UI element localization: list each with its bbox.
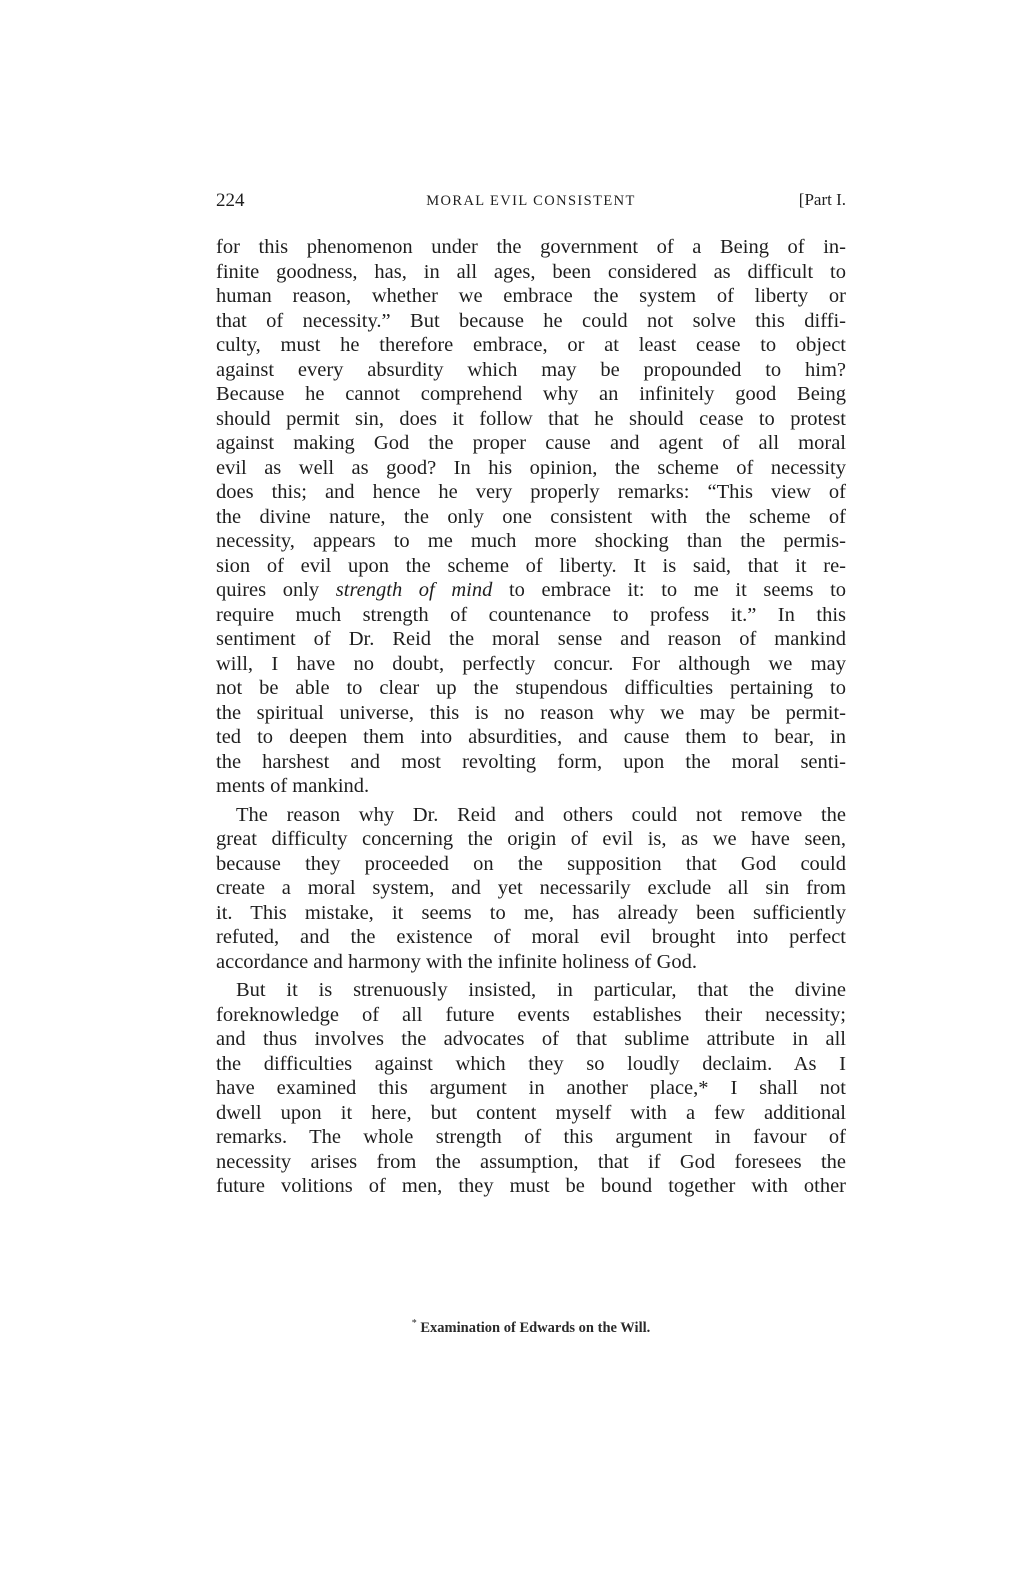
paragraph-3 [216, 978, 846, 1199]
text-line: ted to deepen them into absurdities, and cause them to bear, in [216, 726, 846, 748]
body-text [216, 235, 846, 1199]
text-line: the harshest and most revolting form, upon the moral senti- [216, 750, 846, 773]
part-label: [Part I. [798, 190, 846, 209]
text-line: for this phenomenon under the government of a Being of in- [216, 236, 846, 258]
text-line: does this; and hence he very properly remarks: “This view of [216, 481, 846, 503]
text-line: create a moral system, and yet necessarily exclude all sin from [216, 877, 846, 899]
text-line: against making God the proper cause and agent of all moral [216, 432, 846, 454]
text-line: have examined this argument in another place,* I shall not [216, 1077, 846, 1099]
paragraph-2 [216, 803, 846, 975]
text-line: against every absurdity which may be propounded to him? [216, 358, 846, 381]
footnote-text: Examination of Edwards on the Will. [420, 1319, 651, 1336]
text-line: will, I have no doubt, perfectly concur. For although we may [216, 652, 846, 675]
running-title: MORAL EVIL CONSISTENT [426, 193, 636, 209]
text-line: But it is strenuously insisted, in particular, that the divine [236, 979, 846, 1001]
text-line: necessity arises from the assumption, that if God foresees the [216, 1150, 846, 1173]
text-line: human reason, whether we embrace the system of liberty or [216, 285, 846, 307]
text-line: The reason why Dr. Reid and others could not remove the [236, 803, 846, 826]
text-line: because they proceeded on the supposition that God could [216, 852, 846, 875]
text-line: require much strength of countenance to profess it.” In this [216, 603, 846, 626]
text-line: the difficulties against which they so loudly declaim. As I [216, 1052, 846, 1075]
text-line: accordance and harmony with the infinite holiness of God. [216, 950, 698, 973]
text-line: refuted, and the existence of moral evil brought into perfect [216, 926, 846, 948]
text-line: the spiritual universe, this is no reason why we may be permit- [216, 701, 846, 724]
text-line: and thus involves the advocates of that sublime attribute in all [216, 1028, 846, 1050]
text-line: foreknowledge of all future events establishes their necessity; [216, 1003, 846, 1026]
text-line: sentiment of Dr. Reid the moral sense and reason of mankind [216, 628, 846, 650]
text-line: sion of evil upon the scheme of liberty. It is said, that it re- [216, 554, 846, 577]
text-line: finite goodness, has, in all ages, been considered as difficult to [216, 260, 846, 283]
text-line: evil as well as good? In his opinion, the scheme of necessity [216, 456, 846, 479]
page-number: 224 [216, 190, 245, 211]
italic-phrase: strength of mind [335, 579, 493, 601]
footnote-marker: * [411, 1318, 417, 1329]
footnote [216, 1318, 846, 1337]
text-line: it. This mistake, it seems to me, has already been sufficiently [216, 901, 846, 924]
text-line: should permit sin, does it follow that he should cease to protest [216, 407, 846, 430]
page-header [216, 190, 846, 218]
text-line: not be able to clear up the stupendous difficulties pertaining to [216, 677, 846, 699]
text-line-with-italic [216, 578, 846, 603]
text-line: that of necessity.” But because he could not solve this diffi- [216, 309, 846, 332]
line-segment: to embrace it: to me it seems to [508, 579, 847, 601]
text-line: culty, must he therefore embrace, or at least cease to object [216, 334, 846, 356]
text-line: remarks. The whole strength of this argument in favour of [216, 1126, 846, 1148]
paragraph-1 [216, 235, 846, 799]
line-segment: quires only [216, 579, 320, 601]
text-line: dwell upon it here, but content myself with a few additional [216, 1101, 846, 1124]
text-line: necessity, appears to me much more shocking than the permis- [216, 530, 846, 552]
text-line: Because he cannot comprehend why an infinitely good Being [216, 383, 846, 405]
text-line: the divine nature, the only one consistent with the scheme of [216, 505, 846, 528]
text-line: future volitions of men, they must be bound together with other [216, 1175, 846, 1197]
text-line: great difficulty concerning the origin of evil is, as we have seen, [216, 828, 846, 850]
text-line: ments of mankind. [216, 775, 370, 797]
